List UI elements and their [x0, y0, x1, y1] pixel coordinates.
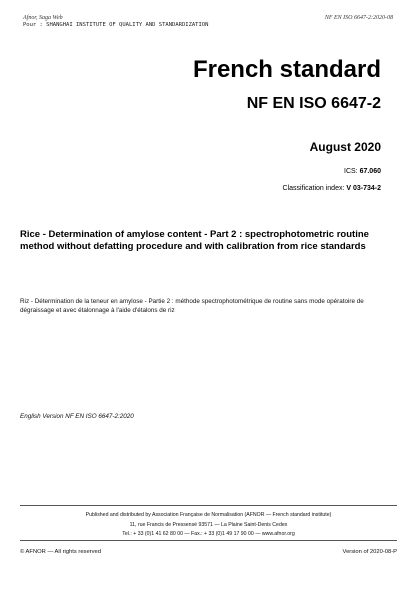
english-version-note: English Version NF EN ISO 6647-2:2020: [20, 413, 134, 420]
document-title: French standard: [192, 56, 381, 83]
publication-date: August 2020: [309, 140, 381, 154]
english-title: Rice - Determination of amylose content - Part 2 : spectrophotometric routine method without defatting procedure and with calibration from rice standards: [20, 229, 369, 252]
classification-label: Classification index:: [282, 185, 347, 192]
copyright-notice: © AFNOR — All rights reserved: [20, 549, 101, 555]
classification-index-line: [283, 185, 381, 192]
ics-value: 67.060: [359, 168, 381, 175]
publisher-line-1: Published and distributed by Association Française de Normalisation (AFNOR — French standard institute): [85, 512, 332, 518]
header-source: Afnor, Saga Web: [23, 15, 63, 21]
ics-line: [344, 168, 381, 175]
standard-number: NF EN ISO 6647-2: [246, 95, 381, 112]
french-title: Riz - Détermination de la teneur en amylose - Partie 2 : méthode spectrophotométrique de routine sans mode opératoire de dégraissage et avec étalonnage à l'aide d'étalons de riz: [20, 298, 364, 314]
header-standard-ref: NF EN ISO 6647-2:2020-08: [324, 15, 393, 21]
classification-value: V 03-734-2: [346, 185, 381, 192]
publisher-contact: Tel.: + 33 (0)1 41 62 80 00 — Fax.: + 33 (0)1 49 17 90 00 — www.afnor.org: [122, 531, 295, 537]
footer-divider-bottom: [20, 540, 397, 541]
version-label: Version of 2020-08-P: [342, 549, 397, 555]
footer-divider-top: [20, 505, 397, 506]
publisher-address: 11, rue Francis de Pressensé 93571 — La Plaine Saint-Denis Cedex: [129, 522, 288, 528]
header-licensee: Pour : SHANGHAI INSTITUTE OF QUALITY AND STANDARDIZATION: [23, 22, 209, 28]
ics-label: ICS:: [344, 168, 360, 175]
